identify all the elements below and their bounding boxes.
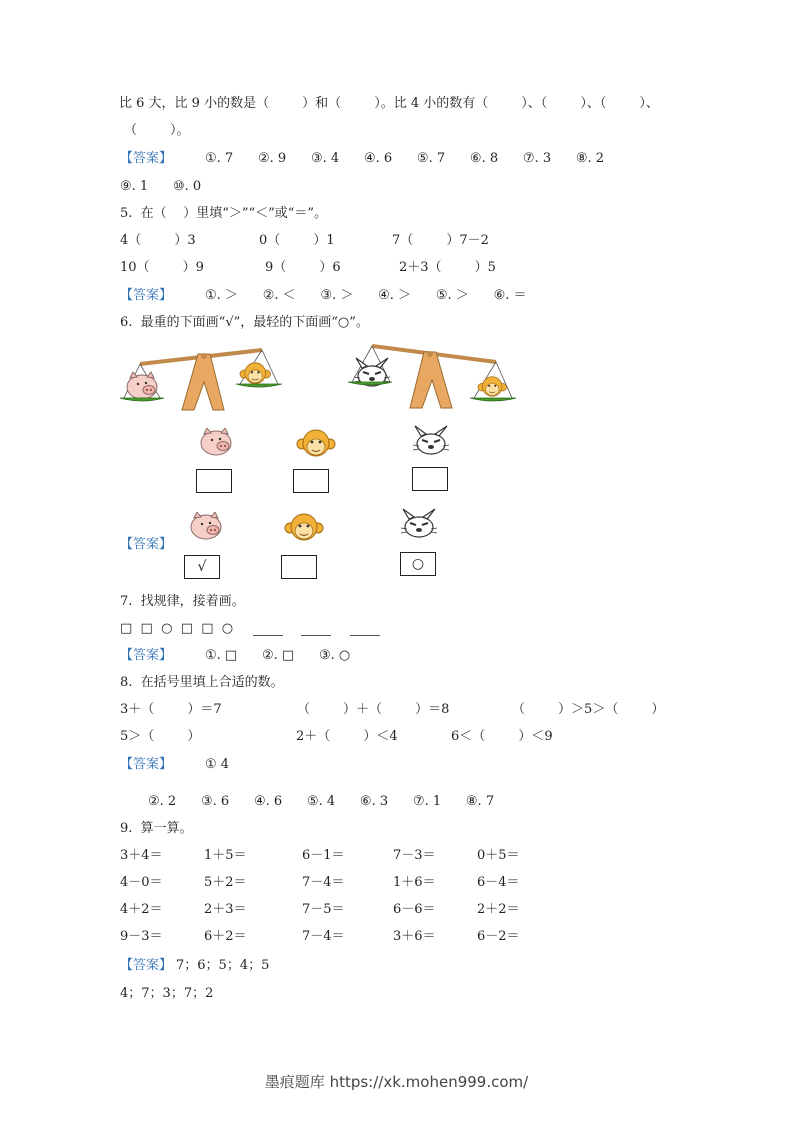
answer-label: 【答案】 [120, 757, 173, 772]
q9-answer1: 7；6；5；4；5 [176, 958, 270, 973]
pig-icon [186, 512, 226, 542]
q8-row1-item2: （ ）＋（ ）＝8 [297, 702, 450, 717]
blank-line [301, 635, 331, 636]
answer-box-monkey[interactable] [293, 469, 329, 493]
q9-cell: 2＋3＝ [204, 902, 247, 917]
pig-icon [196, 428, 236, 458]
answer-box-rabbit[interactable] [412, 467, 448, 491]
q9-cell: 5＋2＝ [204, 875, 247, 890]
q5-row1-item2: 0（ ）1 [259, 233, 335, 248]
q9-cell: 6－2＝ [477, 929, 520, 944]
q9-cell: 6－1＝ [302, 848, 345, 863]
rabbit-icon [411, 424, 451, 458]
q4-line2: （ ）。 [124, 123, 190, 138]
answer-label: 【答案】 [120, 958, 173, 973]
q8-answer2: ②. 2 ③. 6 ④. 6 ⑤. 4 ⑥. 3 ⑦. 1 ⑧. 7 [148, 794, 495, 809]
q5-row1-item1: 4（ ）3 [120, 233, 196, 248]
q9-cell: 6－6＝ [393, 902, 436, 917]
q8-title: 8. 在括号里填上合适的数。 [120, 675, 284, 690]
q9-title: 9. 算一算。 [120, 821, 193, 836]
balance-scale-pig-monkey [118, 342, 288, 414]
q8-row1-item1: 3＋（ ）＝7 [120, 702, 222, 717]
q5-answer: ①. ＞ ②. ＜ ③. ＞ ④. ＞ ⑤. ＞ ⑥. ＝ [205, 288, 527, 303]
q9-cell: 9－3＝ [120, 929, 163, 944]
rabbit-icon [399, 507, 439, 541]
q6-title: 6. 最重的下面画“√”，最轻的下面画“○”。 [120, 315, 369, 330]
answer-box-pig-filled: √ [184, 555, 220, 579]
monkey-icon [295, 428, 337, 460]
q5-row2-item2: 9（ ）6 [265, 260, 341, 275]
q8-row2-item3: 6＜（ ）＜9 [451, 729, 553, 744]
q9-cell: 1＋5＝ [204, 848, 247, 863]
q5-row2-item1: 10（ ）9 [120, 260, 204, 275]
answer-box-pig[interactable] [196, 469, 232, 493]
q5-row2-item3: 2＋3（ ）5 [399, 260, 496, 275]
q4-answer1: ①. 7 ②. 9 ③. 4 ④. 6 ⑤. 7 ⑥. 8 ⑦. 3 ⑧. 2 [205, 151, 605, 166]
q9-cell: 1＋6＝ [393, 875, 436, 890]
q4-answer2: ⑨. 1 ⑩. 0 [120, 179, 202, 194]
q5-row1-item3: 7（ ）7－2 [392, 233, 489, 248]
q9-cell: 7－4＝ [302, 875, 345, 890]
q9-cell: 7－3＝ [393, 848, 436, 863]
answer-label: 【答案】 [120, 288, 173, 303]
q8-answer1: ① 4 [205, 757, 230, 772]
q9-cell: 6＋2＝ [204, 929, 247, 944]
answer-box-rabbit-filled: ○ [400, 552, 436, 576]
q9-cell: 3＋4＝ [120, 848, 163, 863]
q9-cell: 7－5＝ [302, 902, 345, 917]
footer-watermark[interactable]: 墨痕题库 https://xk.mohen999.com/ [264, 1073, 529, 1091]
blank-line [253, 635, 283, 636]
monkey-icon [283, 512, 325, 544]
q8-row1-item3: （ ）＞5＞（ ） [512, 702, 665, 717]
q4-line1: 比 6 大，比 9 小的数是（ ）和（ ）。比 4 小的数有（ ）、（ ）、（ ）、 [119, 96, 659, 111]
q7-answer: ①. □ ②. □ ③. ○ [205, 648, 351, 663]
q9-cell: 4－0＝ [120, 875, 163, 890]
q9-cell: 3＋6＝ [393, 929, 436, 944]
answer-box-monkey-filled [281, 555, 317, 579]
q5-title: 5. 在（ ）里填“＞”“＜”或“＝”。 [120, 206, 328, 221]
q9-cell: 2＋2＝ [477, 902, 520, 917]
q7-sequence: □ □ ○ □ □ ○ [120, 621, 234, 636]
q8-row2-item1: 5＞（ ） [120, 729, 201, 744]
answer-label: 【答案】 [120, 537, 173, 552]
q9-cell: 0＋5＝ [477, 848, 520, 863]
answer-label: 【答案】 [120, 648, 173, 663]
monkey-icon [240, 363, 270, 384]
q9-cell: 4＋2＝ [120, 902, 163, 917]
q8-row2-item2: 2＋（ ）＜4 [296, 729, 398, 744]
pig-icon [127, 372, 157, 399]
q7-title: 7. 找规律，接着画。 [120, 594, 245, 609]
q9-cell: 7－4＝ [302, 929, 345, 944]
blank-line [350, 635, 380, 636]
q9-cell: 6－4＝ [477, 875, 520, 890]
monkey-icon [478, 377, 507, 397]
q9-answer2: 4；7；3；7；2 [120, 986, 214, 1001]
answer-label: 【答案】 [120, 151, 173, 166]
balance-scale-rabbit-monkey [348, 340, 518, 412]
